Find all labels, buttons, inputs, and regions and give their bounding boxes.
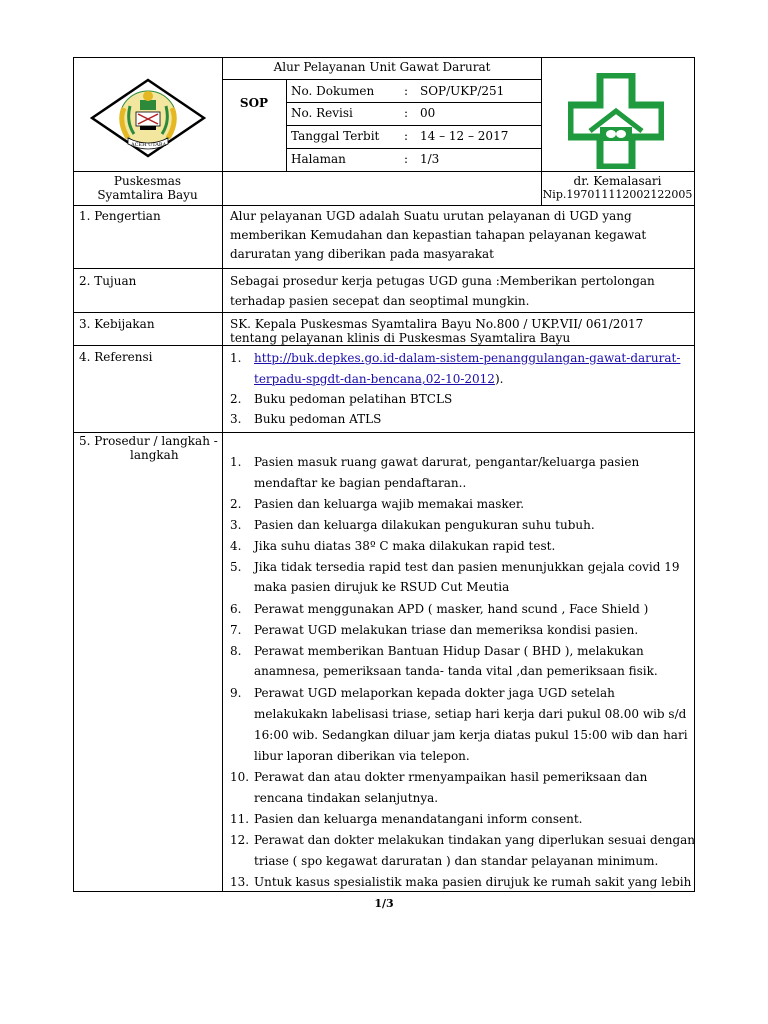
list-number: 7. <box>230 623 242 637</box>
puskesmas-emblem-logo <box>90 78 206 158</box>
org-row-line <box>73 205 695 206</box>
sop-label: SOP <box>239 96 269 110</box>
meta-label: No. Revisi <box>291 106 353 120</box>
list-item <box>230 812 583 826</box>
meta-separator: : <box>404 84 409 98</box>
list-number: 13. <box>230 875 250 889</box>
list-item <box>230 686 615 700</box>
pengertian-line: daruratan yang diberikan pada masyarakat <box>230 247 494 261</box>
tujuan-line: Sebagai prosedur kerja petugas UGD guna :Memberikan pertolongan <box>230 274 655 288</box>
step-text-continuation: anamnesa, pemeriksaan tanda- tanda vital ,dan pemeriksaan fisik. <box>254 664 658 678</box>
meta-label: Tanggal Terbit <box>291 129 380 143</box>
title-row-line <box>222 79 542 80</box>
step-text: Perawat dan dokter melakukan tindakan yang diperlukan sesuai dengan <box>254 833 696 847</box>
step-text: Pasien masuk ruang gawat darurat, pengantar/keluarga pasien <box>254 455 640 469</box>
kebijakan-line: tentang pelayanan klinis di Puskesmas Syamtalira Bayu <box>230 331 571 345</box>
step-text: Jika tidak tersedia rapid test dan pasien menunjukkan gejala covid 19 <box>254 560 680 574</box>
list-item <box>230 644 644 658</box>
meta-value: SOP/UKP/251 <box>420 84 505 98</box>
list-text: Buku pedoman pelatihan BTCLS <box>254 392 453 406</box>
list-number: 1. <box>230 455 242 469</box>
list-item <box>230 518 595 532</box>
list-item <box>230 455 639 469</box>
list-number: 3. <box>230 412 242 426</box>
section-label-pengertian: 1. Pengertian <box>79 209 161 223</box>
list-number: 3. <box>230 518 242 532</box>
meta-value: 00 <box>420 106 436 120</box>
meta-label: No. Dokumen <box>291 84 375 98</box>
table-border-right <box>694 57 695 892</box>
list-item <box>230 833 695 847</box>
step-text: Perawat dan atau dokter rmenyampaikan hasil pemeriksaan dan <box>254 770 648 784</box>
step-text: Pasien dan keluarga dilakukan pengukuran suhu tubuh. <box>254 518 595 532</box>
signer-name: dr. Kemalasari <box>573 174 662 188</box>
meta-row-line-2 <box>286 125 542 126</box>
list-item <box>230 602 648 616</box>
pengertian-line: Alur pelayanan UGD adalah Suatu urutan pelayanan di UGD yang <box>230 209 632 223</box>
kebijakan-line: SK. Kepala Puskesmas Syamtalira Bayu No.800 / UKP.VII/ 061/2017 <box>230 317 644 331</box>
meta-separator: : <box>404 106 409 120</box>
list-item <box>230 623 638 637</box>
organization-name-line-2: Syamtalira Bayu <box>97 188 198 202</box>
step-text: Perawat memberikan Bantuan Hidup Dasar ( BHD ), melakukan <box>254 644 644 658</box>
list-number: 11. <box>230 812 250 826</box>
meta-row-line-1 <box>286 102 542 103</box>
meta-separator: : <box>404 152 409 166</box>
list-number: 10. <box>230 770 250 784</box>
referensi-item-continuation <box>254 372 503 386</box>
reference-link[interactable]: http://buk.depkes.go.id-dalam-sistem-penanggulangan-gawat-darurat- <box>254 351 681 365</box>
step-text: Pasien dan keluarga menandatangani inform consent. <box>254 812 583 826</box>
section-line-3 <box>73 345 695 346</box>
section-label-kebijakan: 3. Kebijakan <box>79 317 155 331</box>
section-label-tujuan: 2. Tujuan <box>79 274 137 288</box>
logo-row-line <box>73 171 695 172</box>
step-text: Perawat UGD melakukan triase dan memeriksa kondisi pasien. <box>254 623 639 637</box>
step-text-continuation: triase ( spo kegawat daruratan ) dan standar pelayanan minimum. <box>254 854 659 868</box>
list-number: 6. <box>230 602 242 616</box>
list-item <box>230 497 524 511</box>
document-title: Alur Pelayanan Unit Gawat Darurat <box>273 60 491 74</box>
reference-tail: ). <box>494 372 504 386</box>
reference-link[interactable]: terpadu-spgdt-dan-bencana,02-10-2012 <box>254 372 495 386</box>
section-line-1 <box>73 268 695 269</box>
section-label-prosedur-cont: langkah <box>130 448 179 462</box>
label-column-divider <box>222 57 223 892</box>
step-text-continuation: maka pasien dirujuk ke RSUD Cut Meutia <box>254 580 510 594</box>
step-text: Pasien dan keluarga wajib memakai masker. <box>254 497 525 511</box>
list-number: 8. <box>230 644 242 658</box>
list-number: 5. <box>230 560 242 574</box>
list-item <box>230 560 680 574</box>
list-number: 4. <box>230 539 242 553</box>
step-text: Perawat UGD melaporkan kepada dokter jaga UGD setelah <box>254 686 615 700</box>
step-text-continuation: rencana tindakan selanjutnya. <box>254 791 439 805</box>
list-number: 2. <box>230 392 242 406</box>
meta-row-line-3 <box>286 148 542 149</box>
referensi-item <box>230 351 680 365</box>
list-number: 1. <box>230 351 242 365</box>
section-label-prosedur: 5. Prosedur / langkah - <box>79 434 218 448</box>
meta-value: 14 – 12 – 2017 <box>420 129 509 143</box>
list-item <box>230 770 647 784</box>
section-label-referensi: 4. Referensi <box>79 350 153 364</box>
table-border-top <box>73 57 695 58</box>
list-number: 2. <box>230 497 242 511</box>
step-text-continuation: mendaftar ke bagian pendaftaran.. <box>254 476 467 490</box>
referensi-item <box>230 412 381 426</box>
list-number: 12. <box>230 833 250 847</box>
meta-value: 1/3 <box>420 152 440 166</box>
signer-nip: Nip.197011112002122005 <box>542 188 693 201</box>
meta-separator: : <box>404 129 409 143</box>
list-item <box>230 539 555 553</box>
tujuan-line: terhadap pasien secepat dan seoptimal mungkin. <box>230 294 530 308</box>
referensi-item <box>230 392 452 406</box>
section-line-2 <box>73 312 695 313</box>
step-text: Jika suhu diatas 38º C maka dilakukan rapid test. <box>254 539 556 553</box>
green-cross-logo <box>568 73 664 169</box>
step-text-continuation: melakukakn labelisasi triase, setiap hari kerja dari pukul 08.00 wib s/d <box>254 707 687 721</box>
emblem-banner-text: ACEH UTARA <box>131 142 167 148</box>
step-text-continuation: 16:00 wib. Sedangkan diluar jam kerja diatas pukul 15:00 wib dan hari <box>254 728 688 742</box>
list-number: 9. <box>230 686 242 700</box>
step-text-continuation: libur laporan diberikan via telepon. <box>254 749 470 763</box>
organization-name-line-1: Puskesmas <box>113 174 182 188</box>
step-text: Untuk kasus spesialistik maka pasien dirujuk ke rumah sakit yang lebih <box>254 875 692 889</box>
section-line-4 <box>73 432 695 433</box>
pengertian-line: memberikan Kemudahan dan kepastian tahapan pelayanan kegawat <box>230 228 647 242</box>
list-text: Buku pedoman ATLS <box>254 412 382 426</box>
list-item <box>230 875 691 889</box>
step-text: Perawat menggunakan APD ( masker, hand scund , Face Shield ) <box>254 602 649 616</box>
meta-label: Halaman <box>291 152 346 166</box>
table-border-bottom <box>73 891 695 892</box>
page-number: 1/3 <box>374 897 394 910</box>
